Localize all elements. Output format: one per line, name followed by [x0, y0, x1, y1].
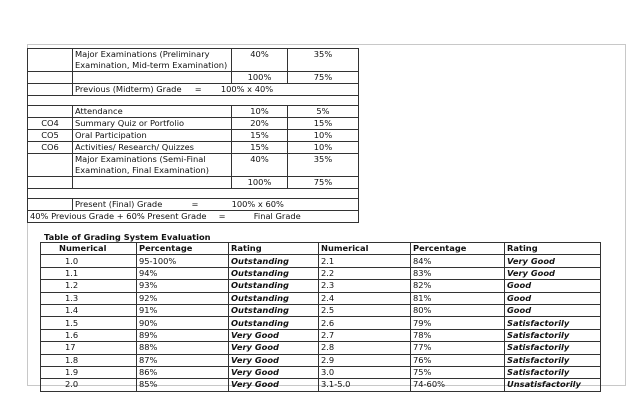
computation-result: Final Grade	[253, 211, 301, 221]
percentage: 89%	[137, 329, 229, 341]
final-grade-row	[28, 199, 359, 211]
percentage: 83%	[411, 267, 505, 279]
percentage: 86%	[137, 366, 229, 378]
grading-table-title: Table of Grading System Evaluation	[44, 232, 211, 242]
weight-cell: 10%	[232, 106, 288, 118]
table-row	[28, 177, 359, 189]
percentage: 95-100%	[137, 255, 229, 267]
value-cell: 10%	[288, 130, 359, 142]
co-code	[28, 72, 73, 84]
table-row	[41, 280, 601, 292]
value-cell: 15%	[288, 118, 359, 130]
percentage: 81%	[411, 292, 505, 304]
rating: Satisfactorily	[505, 317, 601, 329]
value-total: 75%	[288, 72, 359, 84]
numerical-grade: 2.8	[319, 342, 411, 354]
numerical-grade: 1.8	[41, 354, 137, 366]
table-row	[28, 72, 359, 84]
percentage: 90%	[137, 317, 229, 329]
weight-cell: 15%	[232, 142, 288, 154]
table-row	[41, 317, 601, 329]
co-code: CO6	[28, 142, 73, 154]
spacer-row	[28, 189, 359, 199]
percentage: 79%	[411, 317, 505, 329]
component-label: Oral Participation	[73, 130, 232, 142]
numerical-grade: 2.2	[319, 267, 411, 279]
percentage: 77%	[411, 342, 505, 354]
grading-system-table	[40, 242, 601, 392]
numerical-grade: 2.0	[41, 379, 137, 391]
rating: Satisfactorily	[505, 354, 601, 366]
rating: Outstanding	[229, 255, 319, 267]
table-row	[28, 154, 359, 177]
table-row	[28, 106, 359, 118]
rating: Satisfactorily	[505, 366, 601, 378]
rating: Good	[505, 292, 601, 304]
numerical-grade: 1.0	[41, 255, 137, 267]
percentage: 84%	[411, 255, 505, 267]
equals-sign: =	[194, 84, 202, 94]
numerical-grade: 3.0	[319, 366, 411, 378]
weight-cell: 40%	[232, 154, 288, 177]
component-label: Activities/ Research/ Quizzes	[73, 142, 232, 154]
rating: Very Good	[229, 329, 319, 341]
rating: Good	[505, 304, 601, 316]
final-grade-label: Present (Final) Grade	[75, 199, 163, 209]
final-grade-formula	[73, 199, 359, 211]
equals-sign: =	[218, 211, 226, 221]
component-label	[73, 72, 232, 84]
numerical-grade: 17	[41, 342, 137, 354]
spacer-row	[28, 96, 359, 106]
column-header: Percentage	[137, 243, 229, 255]
co-code	[28, 177, 73, 189]
table-row	[41, 379, 601, 391]
component-label: Major Examinations (Preliminary Examination, Mid-term Examination)	[73, 49, 232, 72]
table-row	[28, 49, 359, 72]
midterm-grade-row	[28, 84, 359, 96]
percentage: 74-60%	[411, 379, 505, 391]
percentage: 76%	[411, 354, 505, 366]
weight-cell: 20%	[232, 118, 288, 130]
numerical-grade: 2.7	[319, 329, 411, 341]
grade-weights-table	[27, 48, 359, 223]
table-row	[28, 118, 359, 130]
percentage: 91%	[137, 304, 229, 316]
weight-total: 100%	[232, 177, 288, 189]
weight-cell: 40%	[232, 49, 288, 72]
rating: Outstanding	[229, 304, 319, 316]
percentage: 85%	[137, 379, 229, 391]
final-computation	[28, 211, 359, 223]
rating: Very Good	[229, 354, 319, 366]
percentage: 80%	[411, 304, 505, 316]
value-cell: 10%	[288, 142, 359, 154]
rating: Satisfactorily	[505, 342, 601, 354]
table-row	[28, 130, 359, 142]
co-code	[28, 49, 73, 72]
numerical-grade: 1.5	[41, 317, 137, 329]
component-label: Attendance	[73, 106, 232, 118]
column-header: Numerical	[319, 243, 411, 255]
rating: Outstanding	[229, 292, 319, 304]
final-grade-value: 100% x 60%	[231, 199, 284, 209]
table-row	[41, 354, 601, 366]
percentage: 94%	[137, 267, 229, 279]
percentage: 93%	[137, 280, 229, 292]
numerical-grade: 1.2	[41, 280, 137, 292]
numerical-grade: 1.1	[41, 267, 137, 279]
value-cell: 35%	[288, 154, 359, 177]
numerical-grade: 2.1	[319, 255, 411, 267]
percentage: 87%	[137, 354, 229, 366]
table-row	[28, 142, 359, 154]
numerical-grade: 1.9	[41, 366, 137, 378]
rating: Very Good	[229, 366, 319, 378]
component-label: Major Examinations (Semi-Final Examination, Final Examination)	[73, 154, 232, 177]
column-header: Percentage	[411, 243, 505, 255]
computation-row	[28, 211, 359, 223]
numerical-grade: 1.3	[41, 292, 137, 304]
numerical-grade: 2.9	[319, 354, 411, 366]
rating: Outstanding	[229, 317, 319, 329]
column-header: Numerical	[41, 243, 137, 255]
value-total: 75%	[288, 177, 359, 189]
rating: Very Good	[229, 379, 319, 391]
rating: Very Good	[505, 255, 601, 267]
numerical-grade: 2.3	[319, 280, 411, 292]
table-row	[41, 292, 601, 304]
co-code: CO4	[28, 118, 73, 130]
co-code: CO5	[28, 130, 73, 142]
table-row	[41, 267, 601, 279]
midterm-grade-value: 100% x 40%	[220, 84, 274, 94]
numerical-grade: 2.4	[319, 292, 411, 304]
percentage: 88%	[137, 342, 229, 354]
percentage: 78%	[411, 329, 505, 341]
rating: Very Good	[229, 342, 319, 354]
component-label: Summary Quiz or Portfolio	[73, 118, 232, 130]
component-label	[73, 177, 232, 189]
numerical-grade: 2.6	[319, 317, 411, 329]
rating: Outstanding	[229, 267, 319, 279]
value-cell: 5%	[288, 106, 359, 118]
table-row	[41, 255, 601, 267]
percentage: 92%	[137, 292, 229, 304]
numerical-grade: 1.6	[41, 329, 137, 341]
rating: Unsatisfactorily	[505, 379, 601, 391]
rating: Outstanding	[229, 280, 319, 292]
weight-cell: 15%	[232, 130, 288, 142]
percentage: 82%	[411, 280, 505, 292]
weight-total: 100%	[232, 72, 288, 84]
table-row	[41, 342, 601, 354]
numerical-grade: 1.4	[41, 304, 137, 316]
midterm-grade-formula	[73, 84, 359, 96]
table-row	[41, 304, 601, 316]
rating: Satisfactorily	[505, 329, 601, 341]
equals-sign: =	[191, 199, 199, 209]
co-code	[28, 106, 73, 118]
column-header: Rating	[229, 243, 319, 255]
percentage: 75%	[411, 366, 505, 378]
table-row	[41, 366, 601, 378]
table-row	[41, 329, 601, 341]
numerical-grade: 3.1-5.0	[319, 379, 411, 391]
column-header: Rating	[505, 243, 601, 255]
rating: Very Good	[505, 267, 601, 279]
computation-label: 40% Previous Grade + 60% Present Grade	[30, 211, 207, 221]
value-cell: 35%	[288, 49, 359, 72]
midterm-grade-label: Previous (Midterm) Grade	[75, 84, 182, 94]
header-row	[41, 243, 601, 255]
numerical-grade: 2.5	[319, 304, 411, 316]
co-code	[28, 154, 73, 177]
rating: Good	[505, 280, 601, 292]
